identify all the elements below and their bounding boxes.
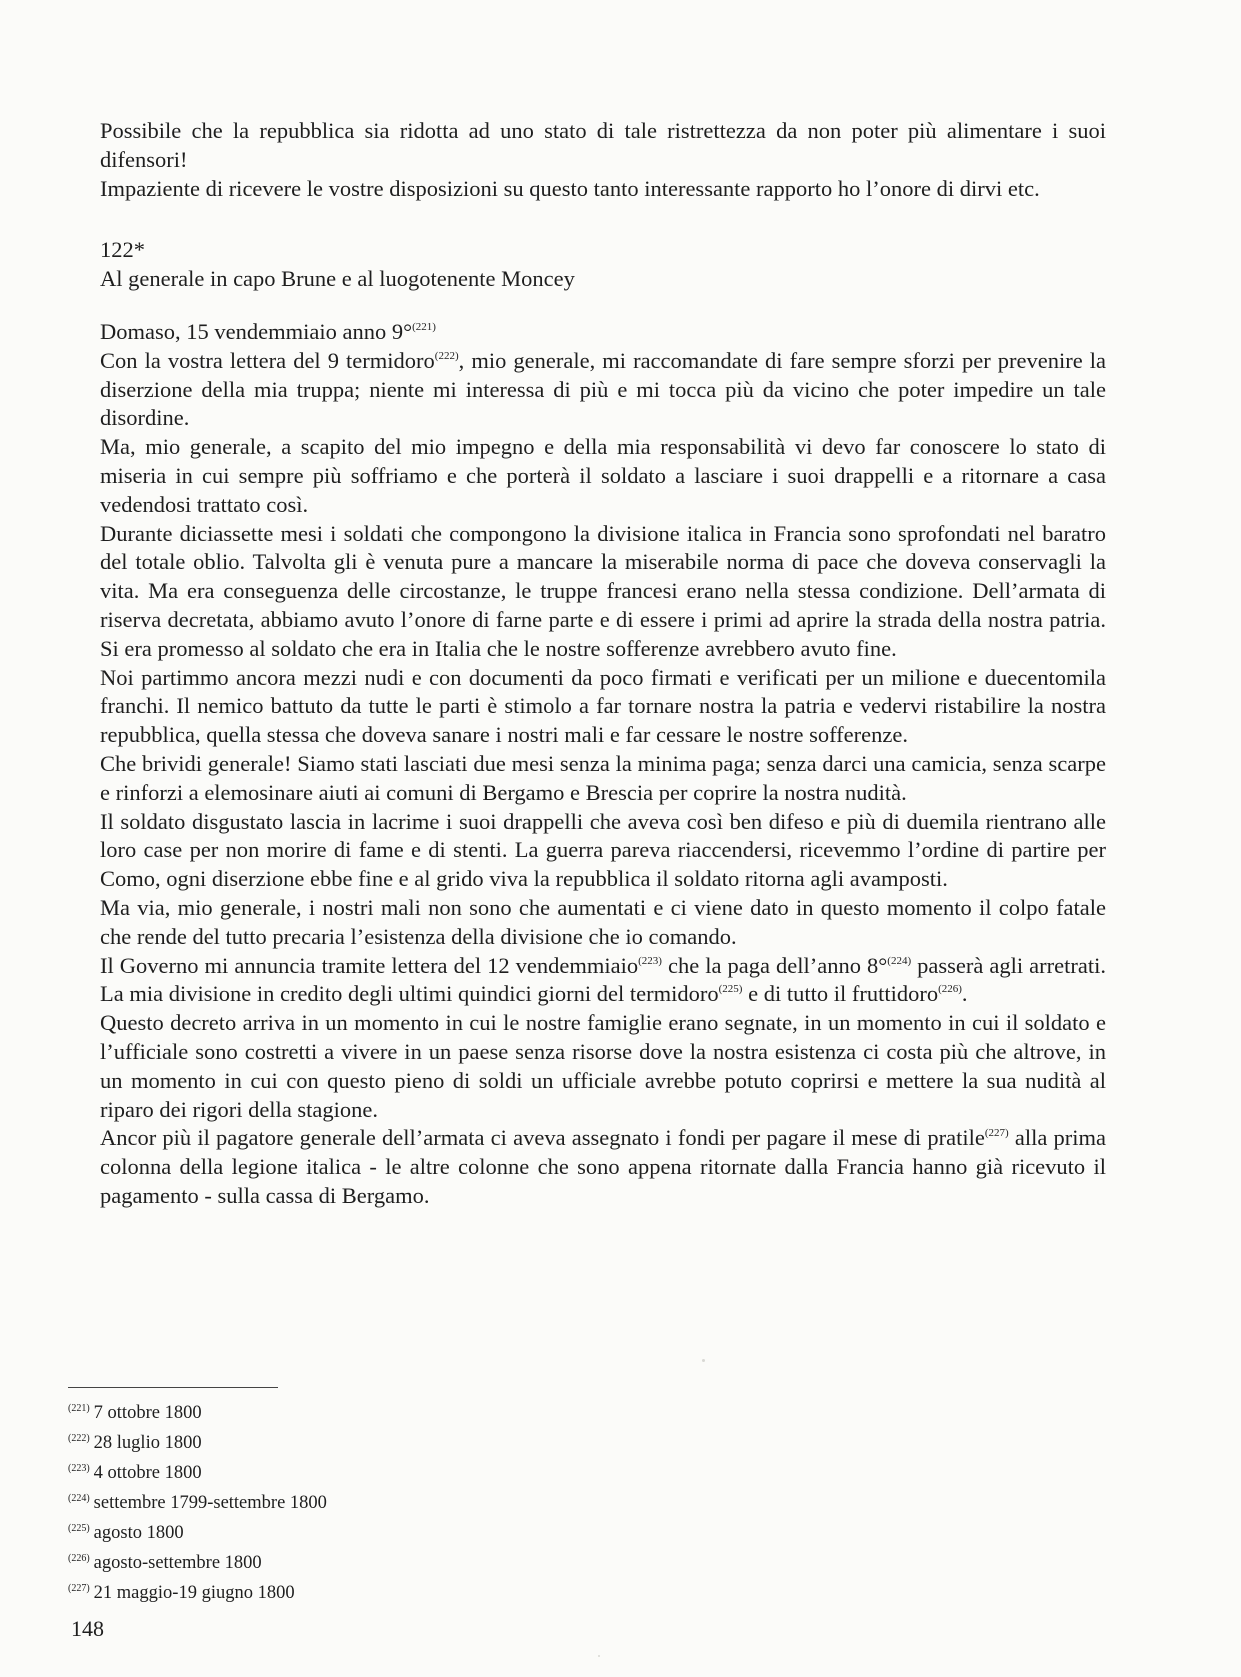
footnote: $^{(222)}$ 28 luglio 1800	[68, 1433, 202, 1453]
page-number: 148	[71, 1616, 104, 1641]
spacer	[100, 203, 1106, 236]
spacer	[100, 294, 1106, 318]
footnote: $^{(221)}$ 7 ottobre 1800	[68, 1403, 202, 1423]
footnote: $^{(226)}$ agosto-settembre 1800	[68, 1553, 262, 1573]
letter-addressee: Al generale in capo Brune e al luogotenente Moncey	[100, 266, 575, 292]
footnote-ref: (223)	[638, 954, 662, 967]
letter-paragraph-5: Che brividi generale! Siamo stati lasciati due mesi senza la minima paga; senza darci una camicia, senza scarpe e rinforzi a elemosinare aiuti ai comuni di Bergamo e Brescia per coprire la nostra nudità.	[100, 750, 1106, 805]
body-text	[100, 117, 1106, 1211]
letter-paragraph-3: Durante diciassette mesi i soldati che compongono la divisione italica in Francia sono sprofondati nel baratro del totale oblio. Talvolta gli è venuta pure a mancare la miserabile norma di pace che doveva conservagli la vita. Ma era conseguenza delle circostanze, le truppe francesi erano nella stessa condizione. Dell’armata di riserva decretata, abbiamo avuto l’onore di farne parte e di essere i primi ad aprire la strada della nostra patria. Si era promesso al soldato che era in Italia che le nostre sofferenze avrebbero avuto fine.	[100, 520, 1106, 661]
footnote-ref: (227)	[984, 1127, 1009, 1140]
footnote-divider	[68, 1387, 278, 1388]
footnote: $^{(225)}$ agosto 1800	[68, 1523, 184, 1543]
footnote: $^{(224)}$ settembre 1799-settembre 1800	[68, 1493, 327, 1513]
paragraph-opening-2: Impaziente di ricevere le vostre disposizioni su questo tanto interessante rapporto ho l’onore di dirvi etc.	[100, 175, 1040, 201]
letter-paragraph-1: Con la vostra lettera del 9 termidoro$^{(222)}$, mio generale, mi raccomandate di fare sempre sforzi per prevenire la diserzione della mia truppa; niente mi interessa di più e mi tocca più da vicino che poter impedire un tale disordine.	[100, 347, 1107, 431]
footnote-ref: (221)	[412, 320, 436, 333]
letter-paragraph-9: Questo decreto arriva in un momento in cui le nostre famiglie erano segnate, in un momento in cui il soldato e l’ufficiale sono costretti a vivere in un paese senza risorse dove la nostra esistenza ci costa più che altrove, in un momento in cui con questo pieno di soldi un ufficiale avrebbe potuto coprirsi e mettere la sua nudità al riparo dei rigori della stagione.	[100, 1010, 1106, 1122]
letter-place-date: Domaso, 15 vendemmiaio anno 9°$^{(221)}$	[100, 318, 436, 344]
footnote-ref: (224)	[887, 954, 912, 967]
paper-speck	[598, 1655, 600, 1657]
paragraph-opening-1: Possibile che la repubblica sia ridotta ad uno stato di tale ristrettezza da non poter più alimentare i suoi difensori!	[100, 118, 1106, 172]
footnote: $^{(227)}$ 21 maggio-19 giugno 1800	[68, 1583, 295, 1603]
footnote-ref: (222)	[434, 349, 459, 362]
letter-paragraph-8: Il Governo mi annuncia tramite lettera del 12 vendemmiaio$^{(223)}$ che la paga dell’anno 8°$^{(224)}$ passerà agli arretrati. La mia divisione in credito degli ultimi quindici giorni del termidoro$^{(225)}$ e di tutto il fruttidoro$^{(226)}$.	[100, 952, 1106, 1007]
letter-paragraph-7: Ma via, mio generale, i nostri mali non sono che aumentati e ci viene dato in questo momento il colpo fatale che rende del tutto precaria l’esistenza della divisione che io comando.	[100, 894, 1106, 949]
footnotes	[68, 1396, 668, 1606]
paper-speck	[702, 1359, 705, 1362]
letter-paragraph-2: Ma, mio generale, a scapito del mio impegno e della mia responsabilità vi devo far conoscere lo stato di miseria in cui sempre più soffriamo e che porterà il soldato a lasciare i suoi drappelli e a ritornare a casa vedendosi trattato così.	[100, 434, 1106, 517]
letter-number: 122*	[100, 237, 145, 263]
letter-paragraph-6: Il soldato disgustato lascia in lacrime i suoi drappelli che aveva così ben difeso e più di duemila rientrano alle loro case per non morire di fame e di stenti. La guerra pareva riaccendersi, ricevemmo l’ordine di partire per Como, ogni diserzione ebbe fine e al grido viva la repubblica il soldato ritorna agli avamposti.	[100, 808, 1106, 892]
letter-paragraph-4: Noi partimmo ancora mezzi nudi e con documenti da poco firmati e verificati per un milione e duecentomila franchi. Il nemico battuto da tutte le parti è stimolo a far tornare nostra la patria e vedervi ristabilire la nostra repubblica, quella stessa che doveva sanare i nostri mali e far cessare le nostre sofferenze.	[100, 664, 1106, 748]
letter-paragraph-10: Ancor più il pagatore generale dell’armata ci aveva assegnato i fondi per pagare il mese di pratile$^{(227)}$ alla prima colonna della legione italica - le altre colonne che sono appena ritornate dalla Francia hanno già ricevuto il pagamento - sulla cassa di Bergamo.	[100, 1125, 1106, 1208]
footnote: $^{(223)}$ 4 ottobre 1800	[68, 1463, 202, 1483]
footnote-ref: (226)	[938, 983, 962, 996]
footnote-ref: (225)	[718, 983, 743, 996]
